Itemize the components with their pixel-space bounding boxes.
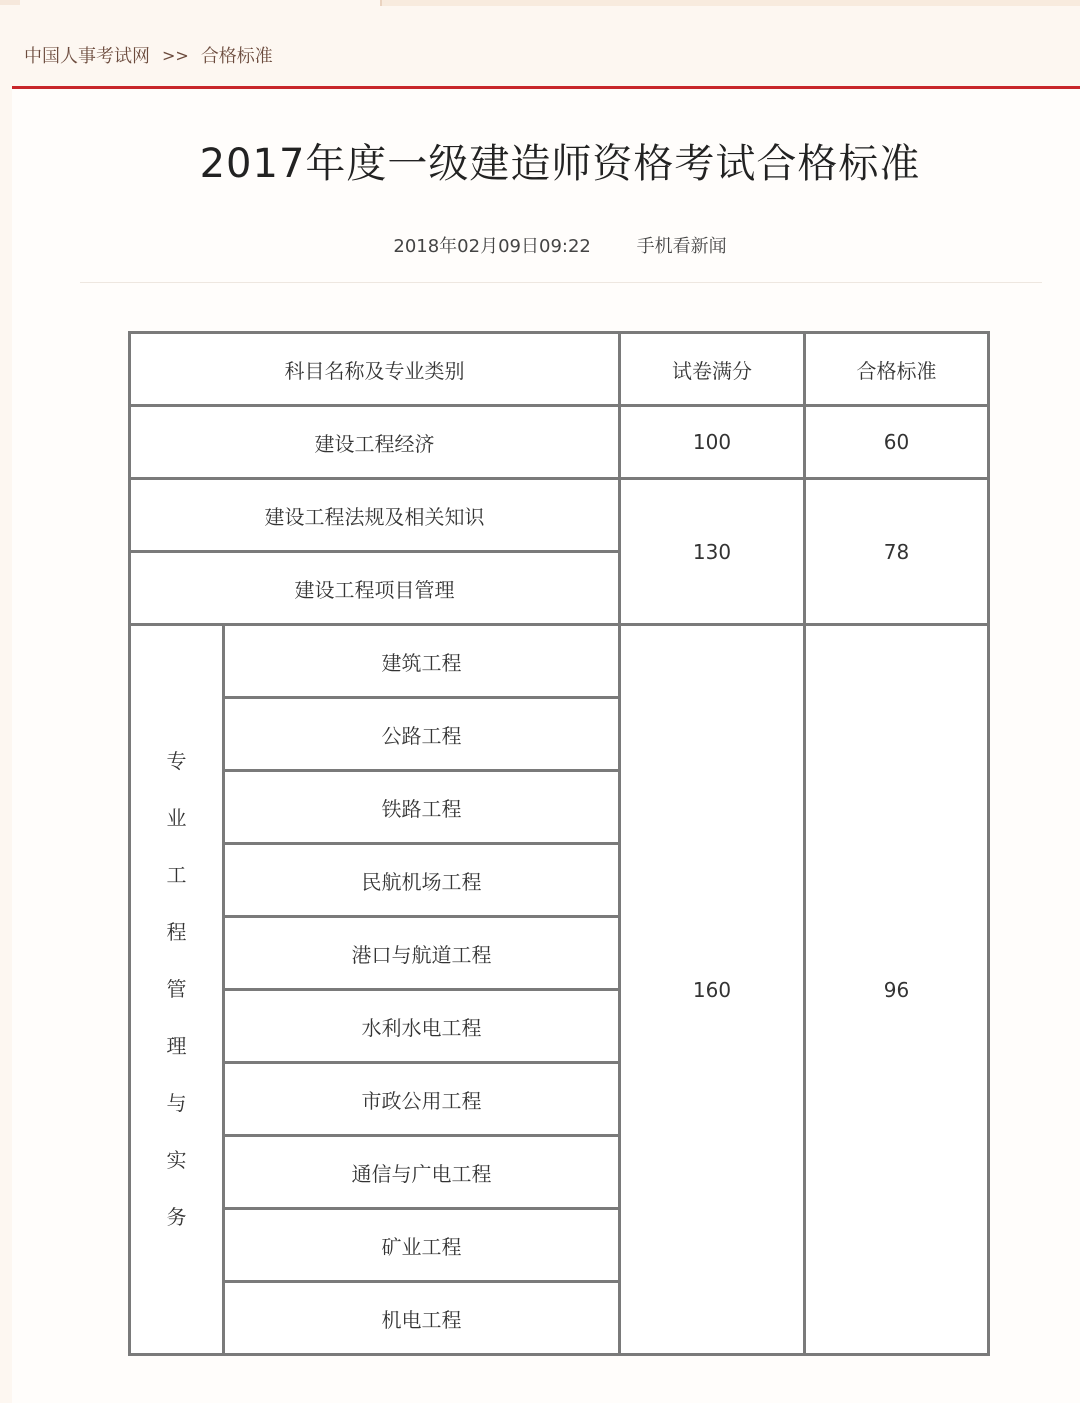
category-char: 与	[166, 1091, 187, 1115]
practice-pass-score: 96	[805, 625, 989, 1355]
major-item: 铁路工程	[224, 771, 620, 844]
page-title: 2017年度一级建造师资格考试合格标准	[199, 141, 921, 187]
category-char: 理	[166, 1034, 187, 1058]
major-item: 市政公用工程	[224, 1063, 620, 1136]
economy-full-score: 100	[620, 406, 805, 479]
breadcrumb-separator: >>	[162, 45, 189, 65]
header-subject: 科目名称及专业类别	[130, 333, 620, 406]
major-item: 港口与航道工程	[224, 917, 620, 990]
group1-full-score: 130	[620, 479, 805, 625]
top-strip-left	[0, 0, 20, 5]
category-char: 实	[166, 1148, 187, 1172]
practice-full-score: 160	[620, 625, 805, 1355]
table-row	[130, 406, 989, 479]
major-item: 通信与广电工程	[224, 1136, 620, 1209]
pass-standard-table	[128, 331, 990, 1356]
major-item: 水利水电工程	[224, 990, 620, 1063]
major-item: 建筑工程	[224, 625, 620, 698]
breadcrumb-current-link[interactable]: 合格标准	[200, 46, 273, 67]
economy-pass-score: 60	[805, 406, 989, 479]
category-char: 程	[166, 920, 187, 944]
category-char: 专	[166, 749, 187, 773]
group1-pass-score: 78	[805, 479, 989, 625]
article-meta	[0, 232, 1080, 258]
article-date: 2018年02月09日09:22	[393, 236, 591, 257]
mobile-news-link[interactable]: 手机看新闻	[636, 236, 727, 257]
major-item: 机电工程	[224, 1282, 620, 1355]
header-full-score: 试卷满分	[620, 333, 805, 406]
major-item: 民航机场工程	[224, 844, 620, 917]
major-item: 矿业工程	[224, 1209, 620, 1282]
subject-management: 建设工程项目管理	[130, 552, 620, 625]
major-item: 公路工程	[224, 698, 620, 771]
category-vertical-text	[131, 626, 222, 1353]
subject-law: 建设工程法规及相关知识	[130, 479, 620, 552]
table-row	[130, 625, 989, 698]
header-pass-score: 合格标准	[805, 333, 989, 406]
table-header-row	[130, 333, 989, 406]
top-strip	[0, 0, 1080, 8]
breadcrumb	[24, 40, 273, 70]
category-practice	[130, 625, 224, 1355]
category-char: 工	[166, 863, 187, 887]
category-char: 管	[166, 977, 187, 1001]
breadcrumb-home-link[interactable]: 中国人事考试网	[24, 46, 150, 67]
subject-economy: 建设工程经济	[130, 406, 620, 479]
category-char: 务	[166, 1205, 187, 1229]
category-char: 业	[166, 806, 187, 830]
table-row	[130, 479, 989, 552]
top-strip-right	[380, 0, 1080, 6]
meta-divider	[80, 282, 1042, 283]
